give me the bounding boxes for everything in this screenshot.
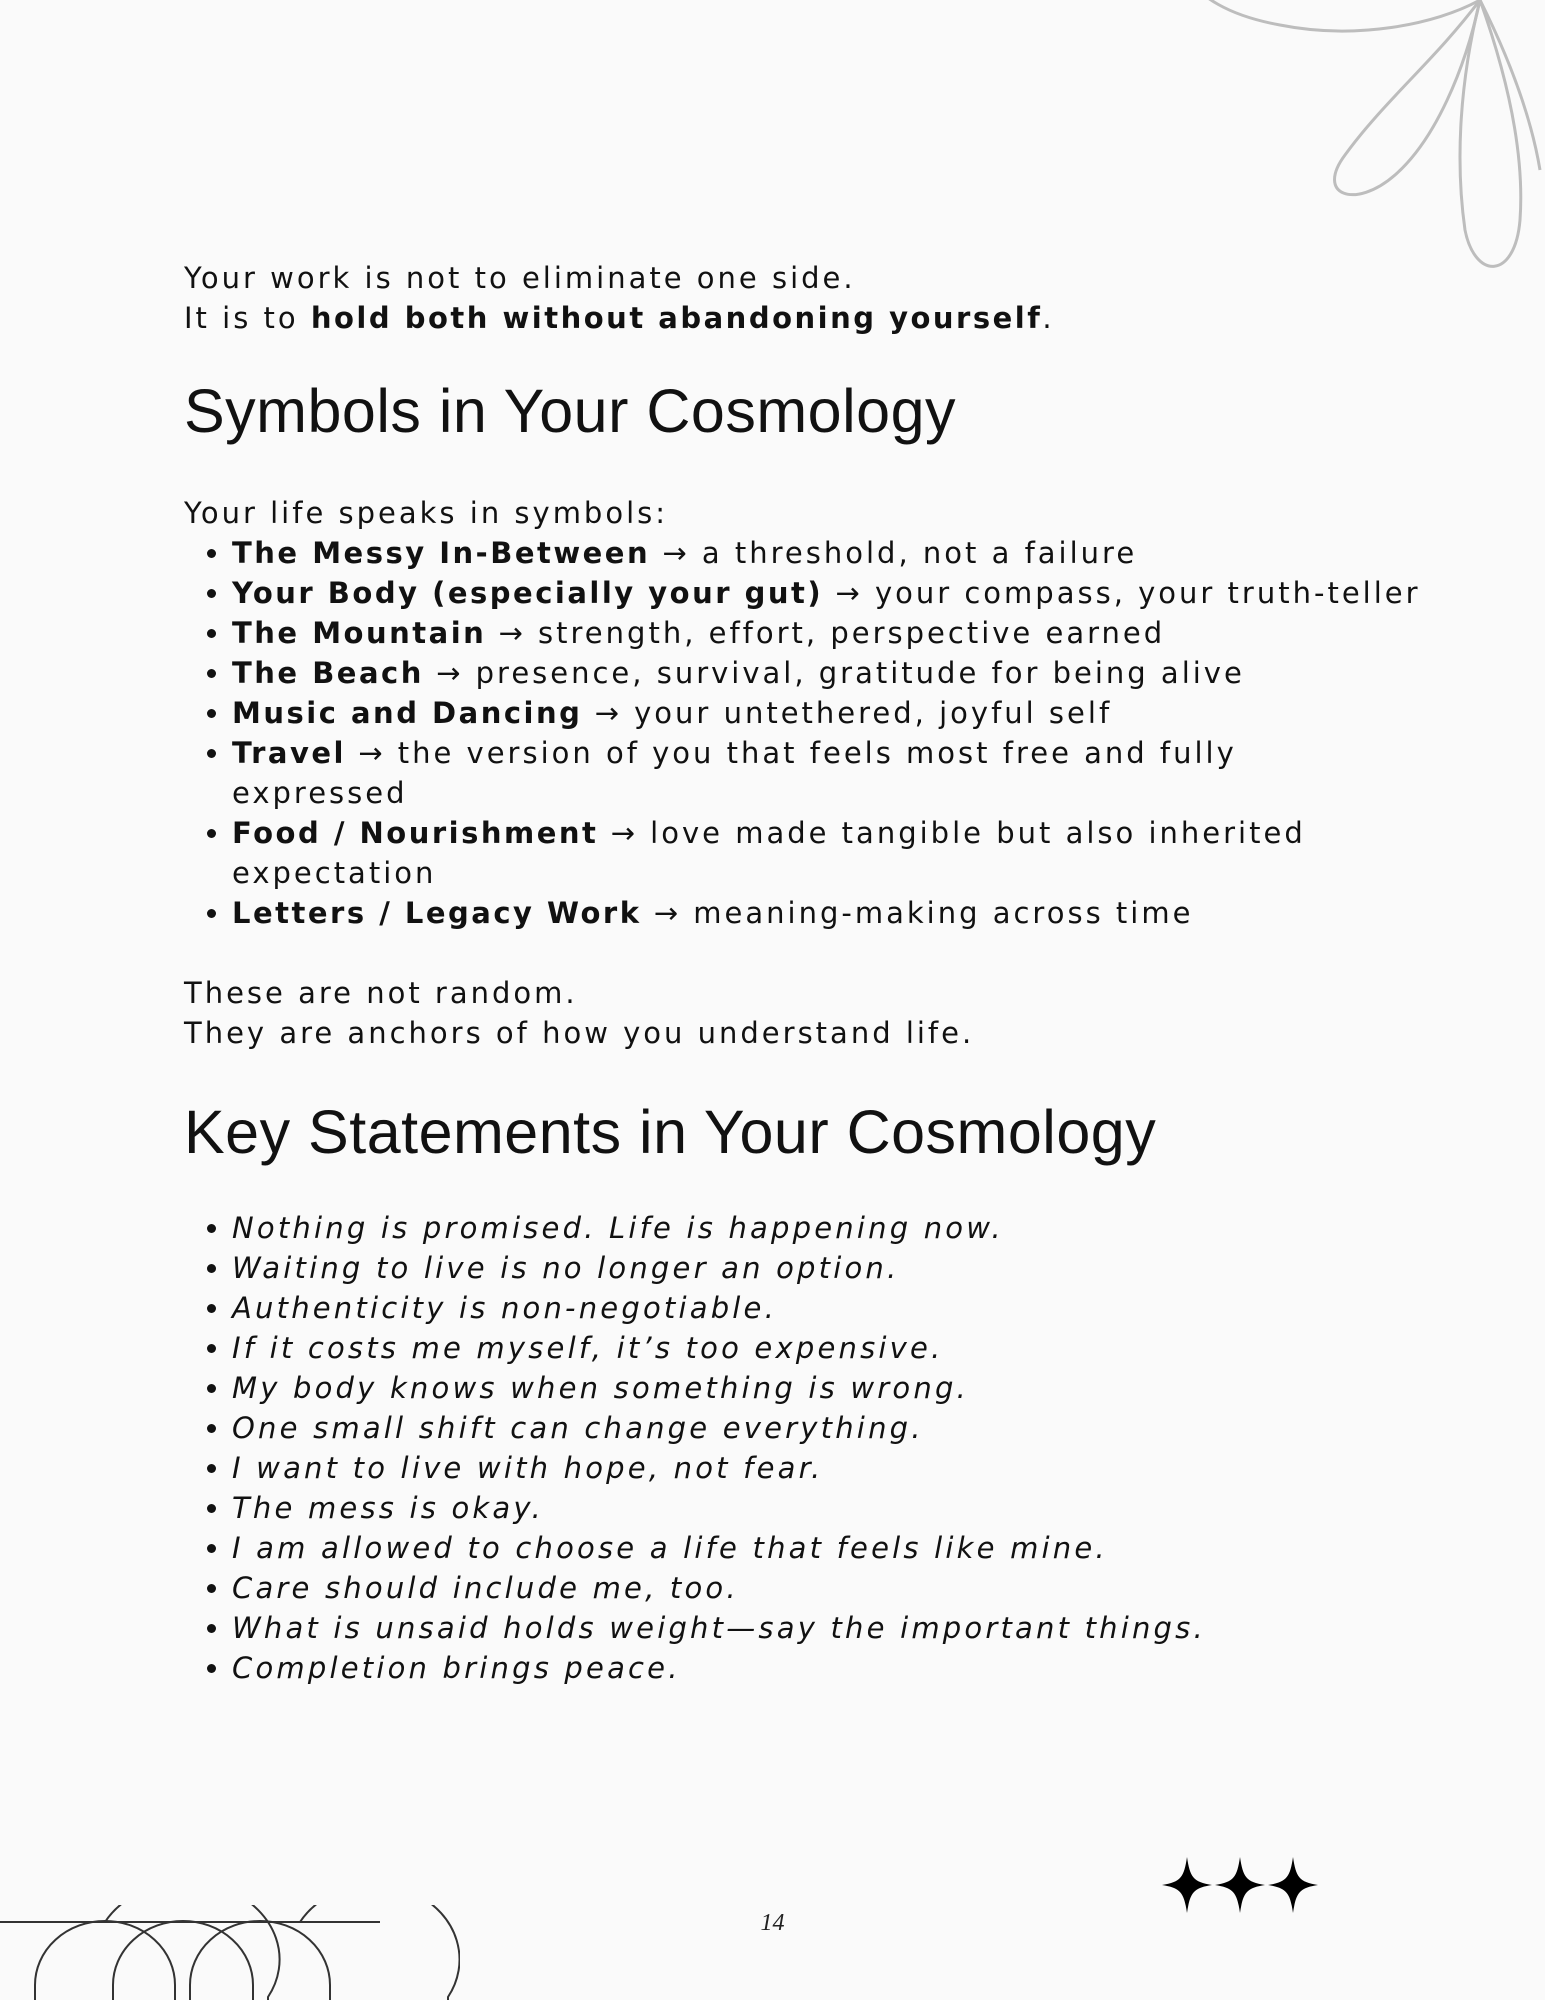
statement-item: • What is unsaid holds weight—say the important things. bbox=[232, 1608, 1424, 1648]
symbols-list bbox=[184, 533, 1424, 933]
symbol-item: • Music and Dancing → your untethered, joyful self bbox=[232, 693, 1424, 733]
intro-line-2: It is to hold both without abandoning yourself. bbox=[184, 301, 1055, 335]
flower-petals-icon bbox=[1185, 0, 1545, 290]
intro-emphasis: hold both without abandoning yourself bbox=[310, 301, 1043, 335]
statements-list bbox=[184, 1208, 1424, 1688]
symbol-item: • The Messy In-Between → a threshold, not a failure bbox=[232, 533, 1424, 573]
statement-item: • Authenticity is non-negotiable. bbox=[232, 1288, 1424, 1328]
symbol-item: • Food / Nourishment → love made tangible but also inherited expectation bbox=[232, 813, 1424, 893]
statement-item: • My body knows when something is wrong. bbox=[232, 1368, 1424, 1408]
statement-item: • I am allowed to choose a life that feels like mine. bbox=[232, 1528, 1424, 1568]
statement-item: • Completion brings peace. bbox=[232, 1648, 1424, 1688]
statement-item: • Waiting to live is no longer an option. bbox=[232, 1248, 1424, 1288]
statement-item: • Nothing is promised. Life is happening now. bbox=[232, 1208, 1424, 1248]
statement-item: • Care should include me, too. bbox=[232, 1568, 1424, 1608]
four-point-stars-icon bbox=[1160, 1855, 1320, 1915]
statement-item: • I want to live with hope, not fear. bbox=[232, 1448, 1424, 1488]
symbol-item: • Travel → the version of you that feels most free and fully expressed bbox=[232, 733, 1424, 813]
symbols-lead: Your life speaks in symbols: bbox=[184, 496, 669, 531]
statement-item: • If it costs me myself, it’s too expensive. bbox=[232, 1328, 1424, 1368]
intro-line-1: Your work is not to eliminate one side. bbox=[184, 261, 856, 295]
symbols-closing-2: They are anchors of how you understand life. bbox=[184, 1016, 975, 1051]
statement-item: • One small shift can change everything. bbox=[232, 1408, 1424, 1448]
symbol-item: • Letters / Legacy Work → meaning-making across time bbox=[232, 893, 1424, 933]
symbols-closing-1: These are not random. bbox=[184, 976, 578, 1011]
page-content bbox=[184, 258, 1424, 1688]
symbol-item: • Your Body (especially your gut) → your compass, your truth-teller bbox=[232, 573, 1424, 613]
statement-item: • The mess is okay. bbox=[232, 1488, 1424, 1528]
symbols-heading: Symbols in Your Cosmology bbox=[184, 377, 956, 445]
page-number: 14 bbox=[760, 1910, 785, 1936]
symbol-item: • The Mountain → strength, effort, perspective earned bbox=[232, 613, 1424, 653]
symbol-item: • The Beach → presence, survival, gratitude for being alive bbox=[232, 653, 1424, 693]
statements-heading: Key Statements in Your Cosmology bbox=[184, 1098, 1157, 1167]
